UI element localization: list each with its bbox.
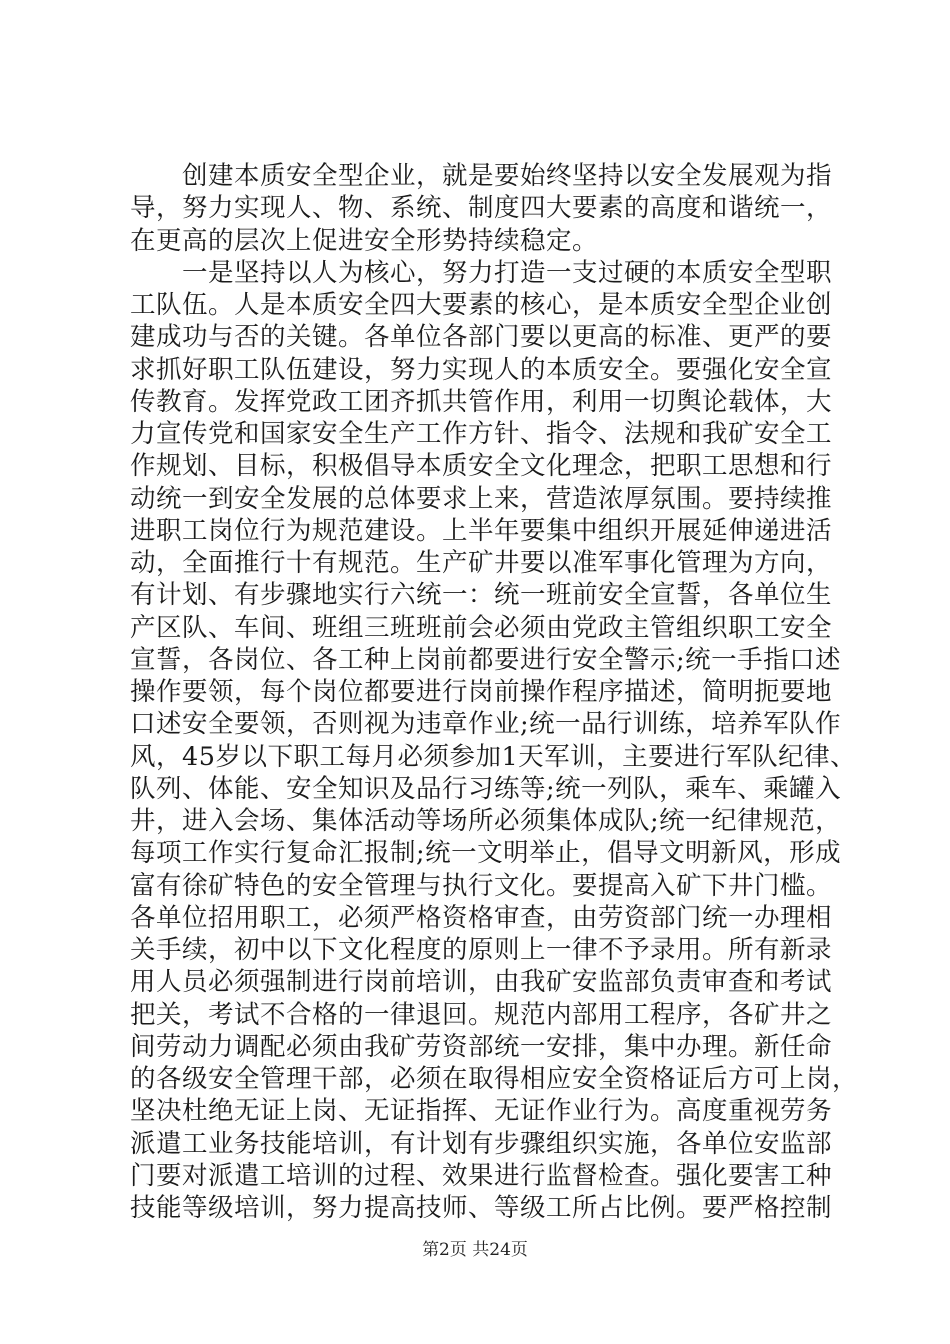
paragraph-1-line: 创建本质安全型企业，就是要始终坚持以安全发展观为指 [182,161,833,191]
paragraph-2-line: 传教育。发挥党政工团齐抓共管作用，利用一切舆论载体，大 [130,386,833,417]
paragraph-2-line: 工队伍。人是本质安全四大要素的核心，是本质安全型企业创 [130,290,833,320]
paragraph-2-line: 把关，考试不合格的一律退回。规范内部用工程序，各矿井之 [130,999,833,1030]
paragraph-2-line: 产区队、车间、班组三班班前会必须由党政主管组织职工安全 [130,612,833,643]
paragraph-2-line: 风，45岁以下职工每月必须参加1天军训，主要进行军队纪律、 [130,741,857,772]
page-footer [0,1240,950,1260]
paragraph-2-line: 富有徐矿特色的安全管理与执行文化。要提高入矿下井门槛。 [130,870,833,901]
paragraph-2-line: 每项工作实行复命汇报制;统一文明举止，倡导文明新风，形成 [130,838,842,869]
paragraph-2-line: 宣誓，各岗位、各工种上岗前都要进行安全警示;统一手指口述 [130,644,842,675]
paragraph-2-line: 作规划、目标，积极倡导本质安全文化理念，把职工思想和行 [130,451,833,482]
page-number-label: 第2页 共24页 [422,1240,528,1260]
paragraph-2-line: 坚决杜绝无证上岗、无证指挥、无证作业行为。高度重视劳务 [130,1096,833,1127]
paragraph-2-line: 力宣传党和国家安全生产工作方针、指令、法规和我矿安全工 [130,419,833,449]
paragraph-2-line: 进职工岗位行为规范建设。上半年要集中组织开展延伸递进活 [130,515,833,546]
paragraph-2-line: 建成功与否的关键。各单位各部门要以更高的标准、更严的要 [130,322,833,353]
document-body [130,160,859,1224]
paragraph-2-line: 技能等级培训，努力提高技师、等级工所占比例。要严格控制 [130,1193,833,1223]
paragraph-2-line: 有计划、有步骤地实行六统一：统一班前安全宣誓，各单位生 [130,580,833,611]
paragraph-1-line: 导，努力实现人、物、系统、制度四大要素的高度和谐统一， [130,193,833,224]
paragraph-2-line: 口述安全要领，否则视为违章作业;统一品行训练，培养军队作 [130,709,842,740]
paragraph-2-line: 求抓好职工队伍建设，努力实现人的本质安全。要强化安全宣 [130,354,833,385]
paragraph-2-line: 派遣工业务技能培训，有计划有步骤组织实施，各单位安监部 [130,1128,833,1159]
paragraph-2-line: 各单位招用职工，必须严格资格审查，由劳资部门统一办理相 [130,902,833,933]
paragraph-2-line: 的各级安全管理干部，必须在取得相应安全资格证后方可上岗， [130,1064,859,1094]
paragraph-2-line: 门要对派遣工培训的过程、效果进行监督检查。强化要害工种 [130,1160,833,1191]
paragraph-2-line: 动统一到安全发展的总体要求上来，营造浓厚氛围。要持续推 [130,483,833,514]
paragraph-2-line: 动，全面推行十有规范。生产矿井要以准军事化管理为方向， [130,548,833,578]
paragraph-1-line: 在更高的层次上促进安全形势持续稳定。 [130,225,599,256]
paragraph-2-line: 关手续，初中以下文化程度的原则上一律不予录用。所有新录 [130,935,833,965]
paragraph-2-line: 队列、体能、安全知识及品行习练等;统一列队，乘车、乘罐入 [130,773,842,804]
paragraph-2-line: 一是坚持以人为核心，努力打造一支过硬的本质安全型职 [182,257,833,288]
paragraph-2-line: 用人员必须强制进行岗前培训，由我矿安监部负责审查和考试 [130,967,833,998]
paragraph-2-line: 井，进入会场、集体活动等场所必须集体成队;统一纪律规范， [130,806,842,836]
paragraph-2-line: 间劳动力调配必须由我矿劳资部统一安排，集中办理。新任命 [130,1031,833,1062]
paragraph-2-line: 操作要领，每个岗位都要进行岗前操作程序描述，简明扼要地 [130,677,833,707]
